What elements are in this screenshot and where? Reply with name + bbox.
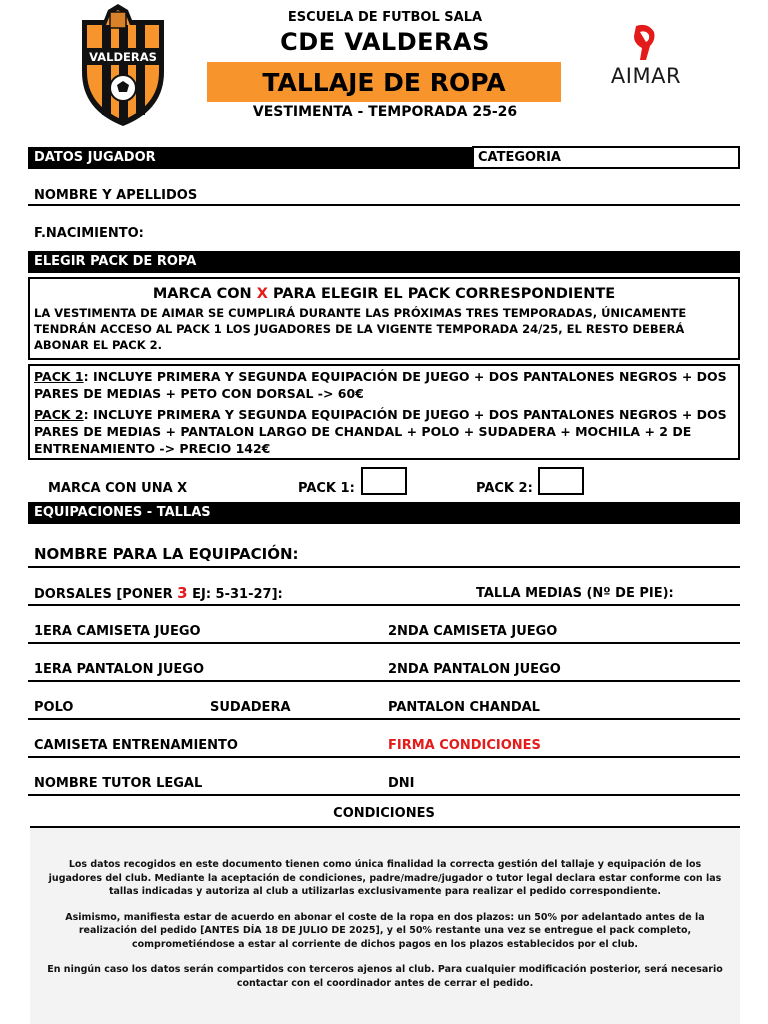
- section-sizes: EQUIPACIONES - TALLAS: [28, 502, 740, 524]
- club-name: CDE VALDERAS: [280, 28, 490, 56]
- conditions-heading: CONDICIONES: [333, 806, 435, 821]
- pantalones-line[interactable]: [28, 680, 740, 682]
- camiseta1-label: 1ERA CAMISETA JUEGO: [34, 624, 201, 639]
- section-player-data: DATOS JUGADOR: [28, 147, 472, 169]
- conditions-paragraph-1: Los datos recogidos en este documento tienen como única finalidad la correcta gestión del tallaje y equipación de los jugadores del club. Mediante la aceptación de condiciones, padre/madre/jugador o tutor legal declara estar conforme con las tallas indicadas y autoriza al club a utilizarlas exclusivamente para realizar el pedido correspondiente.: [48, 859, 722, 897]
- conditions-box: [30, 826, 740, 1024]
- tutor-line[interactable]: [28, 794, 740, 796]
- camiseta2-label: 2NDA CAMISETA JUEGO: [388, 624, 558, 639]
- polo-label: POLO: [34, 700, 74, 715]
- pantalon1-label: 1ERA PANTALON JUEGO: [34, 662, 204, 677]
- crest-text: VALDERAS: [89, 50, 157, 64]
- conditions-paragraph-2: Asimismo, manifiesta estar de acuerdo en abonar el coste de la ropa en dos plazos: un 50% por adelantado antes de la realización del pedido [ANTES DÍA 18 DE JULIO DE 2025], y el 50% restante una vez se entregue el pack completo, comprometiéndose a estar al corriente de dichos pagos en los plazos establecidos por el club.: [65, 911, 705, 950]
- categoria-field[interactable]: [472, 146, 740, 169]
- pack2-checkbox[interactable]: [538, 467, 584, 495]
- nacimiento-label: F.NACIMIENTO:: [34, 226, 144, 241]
- pack-description-box: [28, 364, 740, 460]
- pack2-check-label: PACK 2:: [476, 481, 533, 496]
- polo-line[interactable]: [28, 718, 740, 720]
- aimar-brand-text: AIMAR: [610, 64, 682, 88]
- chandal-label: PANTALON CHANDAL: [388, 700, 540, 715]
- conditions-paragraph-3: En ningún caso los datos serán compartidos con terceros ajenos al club. Para cualquier modificación posterior, será necesario contactar con el coordinador antes de cerrar el pedido.: [47, 964, 723, 989]
- mark-label: MARCA CON UNA X: [48, 481, 188, 496]
- mark-x: X: [256, 286, 268, 302]
- document-title-text: TALLAJE DE ROPA: [262, 67, 506, 97]
- entrenamiento-line[interactable]: [28, 756, 740, 758]
- pack1-checkbox[interactable]: [361, 467, 407, 495]
- pack2-description: PACK 2: INCLUYE PRIMERA Y SEGUNDA EQUIPACIÓN DE JUEGO + DOS PANTALONES NEGROS + DOS PARES DE MEDIAS + PANTALON LARGO DE CHANDAL + POLO + SUDADERA + MOCHILA + 2 DE ENTRENAMIENTO -> PRECIO 142€: [34, 407, 727, 456]
- pack-notice-body: LA VESTIMENTA DE AIMAR SE CUMPLIRÁ DURANTE LAS PRÓXIMAS TRES TEMPORADAS, ÚNICAMENTE TENDRÁN ACCESO AL PACK 1 LOS JUGADORES DE LA VIGENTE TEMPORADA 24/25, EL RESTO DEBERÁ ABONAR EL PACK 2.: [34, 306, 687, 352]
- entrenamiento-label: CAMISETA ENTRENAMIENTO: [34, 738, 238, 753]
- nombre-equipacion-line[interactable]: [28, 566, 740, 568]
- talla-medias-label: TALLA MEDIAS (Nº DE PIE):: [476, 586, 674, 601]
- pack1-description: PACK 1: INCLUYE PRIMERA Y SEGUNDA EQUIPACIÓN DE JUEGO + DOS PANTALONES NEGROS + DOS PARES DE MEDIAS + PETO CON DORSAL -> 60€: [34, 369, 727, 401]
- categoria-label: CATEGORIA: [478, 150, 561, 165]
- dni-label: DNI: [388, 776, 415, 791]
- camisetas-line[interactable]: [28, 642, 740, 644]
- club-crest-logo: [74, 2, 172, 128]
- pantalon2-label: 2NDA PANTALON JUEGO: [388, 662, 561, 677]
- season-subtitle: VESTIMENTA - TEMPORADA 25-26: [252, 104, 518, 120]
- sudadera-label: SUDADERA: [210, 700, 291, 715]
- pack1-check-label: PACK 1:: [298, 481, 355, 496]
- nombre-field-line[interactable]: [28, 204, 740, 206]
- dorsales-label: DORSALES [PONER 3 EJ: 5-31-27]:: [34, 584, 283, 602]
- tutor-label: NOMBRE TUTOR LEGAL: [34, 776, 203, 791]
- section-pack: ELEGIR PACK DE ROPA: [28, 251, 740, 273]
- firma-condiciones-label: FIRMA CONDICIONES: [388, 738, 541, 753]
- document-title: [207, 62, 561, 102]
- nombre-label: NOMBRE Y APELLIDOS: [34, 188, 198, 203]
- pack-notice-box: [28, 277, 740, 360]
- dorsales-line[interactable]: [28, 604, 740, 606]
- school-name: ESCUELA DE FUTBOL SALA: [287, 10, 483, 25]
- nombre-equipacion-label: NOMBRE PARA LA EQUIPACIÓN:: [34, 545, 299, 563]
- pack-notice-title: MARCA CON X PARA ELEGIR EL PACK CORRESPONDIENTE: [152, 286, 616, 302]
